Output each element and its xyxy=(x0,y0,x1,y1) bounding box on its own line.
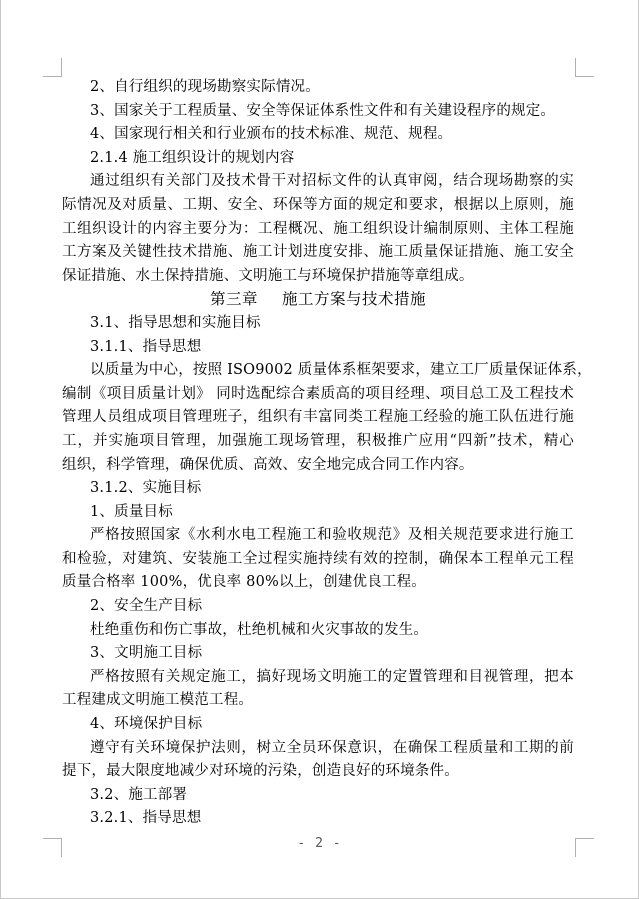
text-line: 工，并实施项目管理，加强施工现场管理，积极推广应用“四新”技术，精心 xyxy=(62,432,574,449)
section-heading: 3.2.1、指导思想 xyxy=(90,810,202,827)
text-line: 和检验，对建筑、安装施工全过程实施持续有效的控制，确保本工程单元工程 xyxy=(62,550,574,567)
text-line: 提下，最大限度地减少对环境的污染，创造良好的环境条件。 xyxy=(62,763,459,780)
list-heading: 3、文明施工目标 xyxy=(90,645,203,662)
text-line: 以质量为中心，按照 ISO9002 质量体系框架要求，建立工厂质量保证体系， xyxy=(90,362,592,379)
document-body xyxy=(62,76,592,831)
text-line: 遵守有关环境保护法则，树立全员环保意识，在确保工程质量和工期的前 xyxy=(90,739,574,756)
section-heading: 3.1.1、指导思想 xyxy=(90,338,202,355)
page-edge-left xyxy=(0,0,1,899)
list-heading: 2、安全生产目标 xyxy=(90,598,203,615)
text-line: 组织，科学管理，确保优质、高效、安全地完成合同工作内容。 xyxy=(62,456,474,473)
text-line: 2、自行组织的现场勘察实际情况。 xyxy=(90,79,320,95)
text-line: 工组织设计的内容主要分为：工程概况、施工组织设计编制原则、主体工程施 xyxy=(62,220,574,237)
text-line: 4、国家现行相关和行业颁布的技术标准、规范、规程。 xyxy=(90,126,453,143)
margin-mark-top-right xyxy=(575,58,594,77)
text-line: 编制《项目质量计划》 同时选配综合素质高的项目经理、项目总工及工程技术 xyxy=(62,385,574,402)
section-heading: 2.1.4 施工组织设计的规划内容 xyxy=(90,149,295,166)
section-heading: 3.1.2、实施目标 xyxy=(90,480,202,497)
section-heading: 3.2、施工部署 xyxy=(90,786,188,803)
text-line: 3、国家关于工程质量、安全等保证体系性文件和有关建设程序的规定。 xyxy=(90,102,556,119)
text-line: 工程建成文明施工模范工程。 xyxy=(62,692,254,709)
list-heading: 1、质量目标 xyxy=(90,503,173,520)
text-line: 质量合格率 100%，优良率 80%以上，创建优良工程。 xyxy=(62,574,426,591)
text-line: 杜绝重伤和伤亡事故，杜绝机械和火灾事故的发生。 xyxy=(90,621,429,638)
chapter-title: 施工方案与技术措施 xyxy=(282,290,427,309)
text-line: 际情况及对质量、工期、安全、环保等方面的规定和要求，根据以上原则，施 xyxy=(62,196,574,213)
text-line: 管理人员组成项目管理班子，组织有丰富同类工程施工经验的施工队伍进行施 xyxy=(62,409,574,426)
section-heading: 3.1、指导思想和实施目标 xyxy=(90,314,261,331)
text-line: 工方案及关键性技术措施、施工计划进度安排、施工质量保证措施、施工安全 xyxy=(62,244,574,261)
chapter-number: 第三章 xyxy=(209,290,258,309)
margin-mark-top-left xyxy=(43,58,62,77)
text-line: 严格按照有关规定施工，搞好现场文明施工的定置管理和目视管理，把本 xyxy=(90,668,574,685)
list-heading: 4、环境保护目标 xyxy=(90,716,203,733)
chapter-heading xyxy=(62,288,574,312)
page-number: - 2 - xyxy=(297,836,342,851)
text-line: 严格按照国家《水利水电工程施工和验收规范》及相关规范要求进行施工 xyxy=(90,527,574,544)
text-line: 通过组织有关部门及技术骨干对招标文件的认真审阅，结合现场勘察的实 xyxy=(90,173,574,190)
text-line: 保证措施、水土保持措施、文明施工与环境保护措施等章组成。 xyxy=(62,267,474,284)
